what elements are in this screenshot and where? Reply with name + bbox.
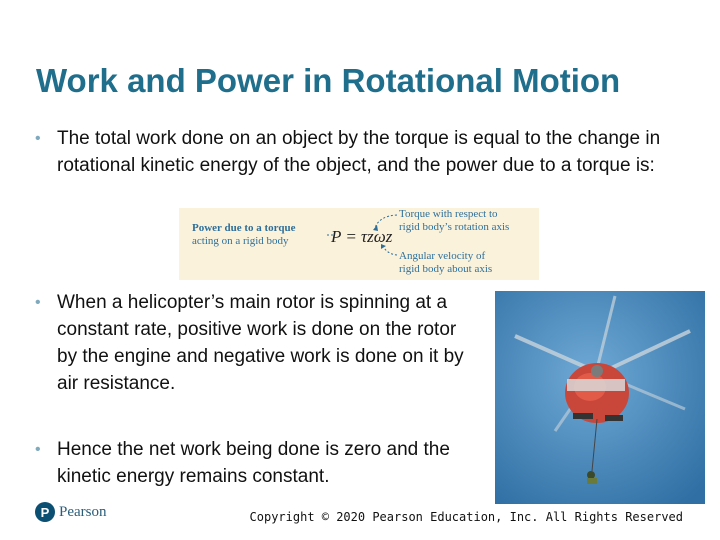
bullet-text: Hence the net work being done is zero and the kinetic energy remains constant. [57,439,450,487]
bullet-item [35,436,477,490]
torque-note-line2: rigid body’s rotation axis [399,221,510,233]
helicopter-photo [495,291,705,504]
bullet-text: The total work done on an object by the torque is equal to the change in rotational kinetic energy of the object, and the power due to a torque is: [57,128,661,176]
copyright-footer: Copyright © 2020 Pearson Education, Inc. All Rights Reserved [249,510,683,524]
bullet-glyph: • [35,294,41,311]
bullet-glyph: • [35,441,41,458]
bullet-glyph: • [35,130,41,147]
power-equation-figure [179,208,539,280]
equation-label-line1: Power due to a torque [192,222,296,234]
equation-label-line2: acting on a rigid body [192,235,289,247]
pearson-logo-text: Pearson [59,503,107,520]
pearson-logo-mark: P [35,502,55,522]
angular-velocity-note-line2: rigid body about axis [399,263,493,275]
bullet-item [35,125,687,179]
power-formula: P = τzωz [331,227,393,246]
angular-velocity-note-line1: Angular velocity of [399,250,486,262]
pearson-logo [35,502,107,522]
torque-note-line1: Torque with respect to [399,208,498,220]
bullet-text: When a helicopter’s main rotor is spinning at a constant rate, positive work is done on the rotor by the engine and negative work is done on it by air resistance. [57,292,464,394]
slide-title: Work and Power in Rotational Motion [36,62,621,99]
bullet-item [35,289,467,397]
